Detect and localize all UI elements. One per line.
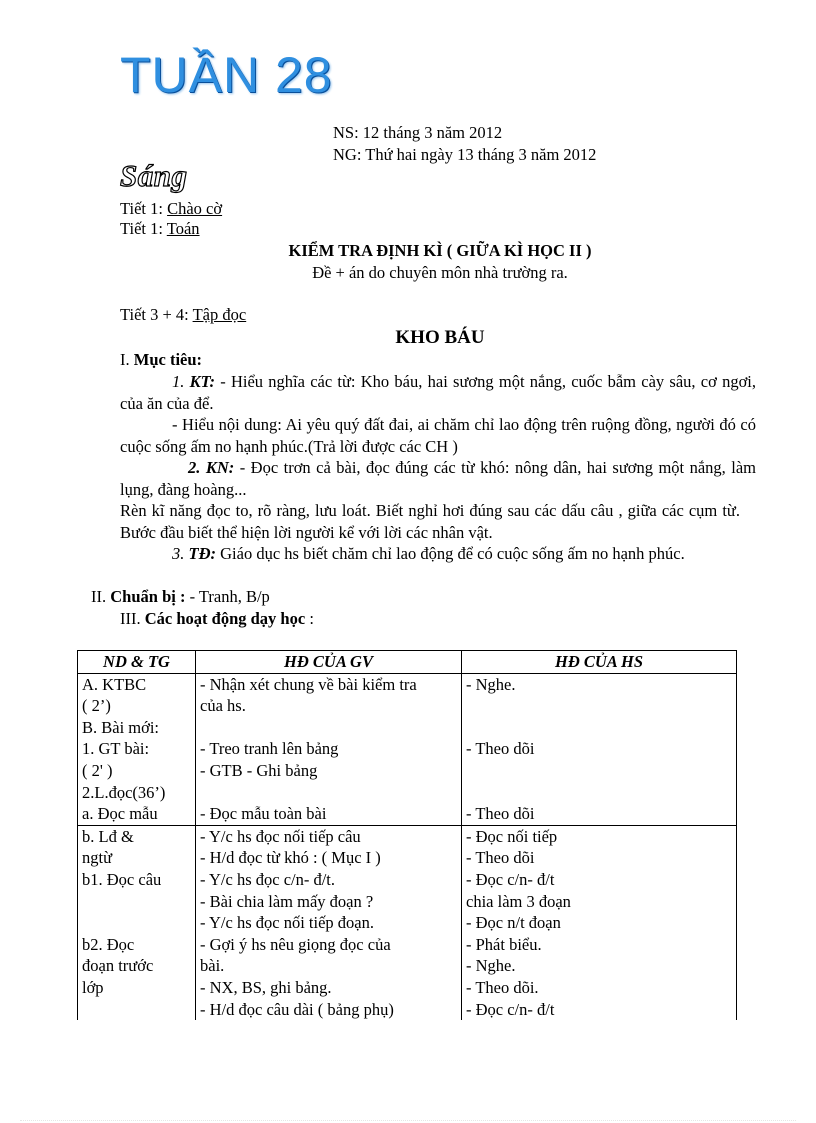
- table-cell-line: - Nghe.: [466, 956, 516, 976]
- table-cell-blank: [200, 782, 461, 804]
- exam-heading: KIỂM TRA ĐỊNH KÌ ( GIỮA KÌ HỌC II ): [288, 241, 592, 260]
- table-cell-line: - Đọc c/n- đ/t: [466, 999, 555, 1019]
- lesson-title: KHO BÁU: [395, 327, 485, 348]
- kt-label: KT:: [189, 372, 215, 391]
- activities-table: [77, 650, 737, 1020]
- table-cell-line: - Gợi ý hs nêu giọng đọc của: [200, 934, 391, 954]
- ns-date: NS: 12 tháng 3 năm 2012: [333, 123, 503, 142]
- session-label: Sáng: [120, 158, 188, 193]
- kt-num: 1.: [172, 372, 190, 391]
- activities-num: III.: [120, 609, 145, 628]
- page-footer-divider: [20, 1120, 796, 1122]
- kn-extra: [120, 500, 740, 543]
- table-cell-line: - Y/c hs đọc nối tiếp câu: [200, 826, 361, 846]
- table-cell-line: 1. GT bài:: [82, 739, 150, 759]
- ng-date: NG: Thứ hai ngày 13 tháng 3 năm 2012: [333, 145, 597, 164]
- table-cell-line: - Nghe.: [466, 674, 516, 694]
- row-1-student-cell: [462, 673, 737, 825]
- header-teacher: HĐ CỦA GV: [196, 651, 462, 674]
- table-cell-line: - Đọc mẫu toàn bài: [200, 804, 327, 824]
- activities-label: Các hoạt động dạy học: [144, 609, 306, 628]
- period-1-subject: Chào cờ: [167, 199, 223, 218]
- table-cell-line: - Treo tranh lên bảng: [200, 739, 339, 759]
- table-cell-line: a. Đọc mẫu: [82, 804, 158, 824]
- table-cell-line: đoạn trước: [82, 956, 154, 976]
- table-cell-line: - Phát biểu.: [466, 934, 542, 954]
- objectives-num: I.: [120, 350, 134, 369]
- kn-paragraph: [120, 457, 756, 500]
- table-cell-line: - GTB - Ghi bảng: [200, 760, 318, 780]
- table-cell-line: - H/d đọc câu dài ( bảng phụ): [200, 999, 394, 1019]
- kt-text: - Hiểu nghĩa các từ: Kho báu, hai sương một nắng, cuốc bẫm cày sâu, cơ ngơi, của ăn của để.: [120, 372, 757, 413]
- table-cell-blank: [466, 760, 736, 782]
- period-1-line: [120, 199, 222, 219]
- row-2-content-cell: [78, 825, 196, 1020]
- table-header-row: [78, 651, 737, 674]
- preparation-text: - Tranh, B/p: [185, 587, 270, 606]
- table-cell-blank: [82, 912, 195, 934]
- row-1-teacher-cell: [196, 673, 462, 825]
- table-cell-blank: [466, 695, 736, 717]
- period-2-subject: Toán: [166, 219, 200, 238]
- kn-num: 2.: [188, 458, 206, 477]
- table-cell-line: ( 2’): [82, 696, 111, 716]
- table-cell-line: - NX, BS, ghi bảng.: [200, 977, 332, 997]
- kt-paragraph: [120, 371, 756, 414]
- table-cell-line: - Đọc nối tiếp: [466, 826, 558, 846]
- kn-text: - Đọc trơn cả bài, đọc đúng các từ khó: nông dân, hai sương một nắng, làm lụng, đàng hoàng...: [120, 458, 756, 499]
- td-label: TĐ:: [188, 544, 216, 563]
- table-cell-line: ( 2' ): [82, 760, 113, 780]
- td-text: Giáo dục hs biết chăm chỉ lao động để có cuộc sống ấm no hạnh phúc.: [216, 544, 685, 563]
- kn-label: KN:: [205, 458, 235, 477]
- table-cell-line: B. Bài mới:: [82, 717, 160, 737]
- table-cell-line: - Theo dõi: [466, 739, 535, 759]
- table-cell-line: - H/d đọc từ khó : ( Mục I ): [200, 848, 381, 868]
- table-cell-line: - Theo dõi: [466, 804, 535, 824]
- kn-extra-text: Rèn kĩ năng đọc to, rõ ràng, lưu loát. Biết nghỉ hơi đúng sau các dấu câu , giữa các cụm từ. Bước đầu biết thể hiện lời người kể với lời các nhân vật.: [120, 501, 740, 542]
- table-cell-line: b2. Đọc: [82, 934, 135, 954]
- table-row: [78, 825, 737, 1020]
- exam-note: Đề + án do chuyên môn nhà trường ra.: [312, 263, 568, 282]
- kt-content: - Hiểu nội dung: Ai yêu quý đất đai, ai chăm chỉ lao động trên ruộng đồng, người đó có cuộc sống ấm no hạnh phúc.(Trả lời được các CH ): [120, 415, 756, 456]
- table-cell-line: lớp: [82, 977, 104, 997]
- table-cell-blank: [82, 891, 195, 913]
- table-cell-line: ngtừ: [82, 848, 113, 868]
- objectives-title: Mục tiêu:: [133, 350, 203, 369]
- table-cell-blank: [466, 782, 736, 804]
- objectives-heading: [120, 350, 202, 370]
- table-cell-line: - Nhận xét chung về bài kiểm tra: [200, 674, 417, 694]
- table-cell-line: - Bài chia làm mấy đoạn ?: [200, 891, 374, 911]
- table-cell-line: A. KTBC: [82, 674, 147, 694]
- table-cell-line: b1. Đọc câu: [82, 869, 162, 889]
- period-34-label: Tiết 3 + 4:: [120, 305, 193, 324]
- table-cell-blank: [82, 999, 195, 1021]
- week-title: TUẦN 28: [120, 47, 333, 103]
- table-cell-line: - Theo dõi: [466, 848, 535, 868]
- preparation-label: Chuẩn bị :: [110, 587, 186, 606]
- period-1-label: Tiết 1:: [120, 199, 168, 218]
- table-cell-line: - Đọc c/n- đ/t: [466, 869, 555, 889]
- header-student: HĐ CỦA HS: [462, 651, 737, 674]
- table-cell-blank: [200, 717, 461, 739]
- period-34-subject: Tập đọc: [192, 305, 247, 324]
- row-1-content-cell: [78, 673, 196, 825]
- preparation-num: II.: [91, 587, 111, 606]
- table-cell-line: chia làm 3 đoạn: [466, 891, 571, 911]
- table-cell-line: - Theo dõi.: [466, 977, 539, 997]
- table-cell-line: b. Lđ &: [82, 826, 134, 846]
- activities-line: [120, 609, 314, 629]
- table-cell-line: của hs.: [200, 696, 246, 716]
- period-2-label: Tiết 1:: [120, 219, 167, 238]
- period-2-line: [120, 219, 200, 239]
- table-cell-line: bài.: [200, 956, 225, 976]
- row-2-teacher-cell: [196, 825, 462, 1020]
- table-cell-blank: [466, 717, 736, 739]
- row-2-student-cell: [462, 825, 737, 1020]
- table-row: [78, 673, 737, 825]
- preparation-line: [91, 587, 270, 607]
- table-cell-line: - Đọc n/t đoạn: [466, 913, 561, 933]
- table-cell-line: - Y/c hs đọc c/n- đ/t.: [200, 869, 336, 889]
- td-num: 3.: [172, 544, 189, 563]
- header-nd-tg: ND & TG: [78, 651, 196, 674]
- activities-suffix: :: [305, 609, 314, 628]
- table-cell-line: 2.L.đọc(36’): [82, 782, 166, 802]
- period-34-line: [120, 305, 246, 325]
- td-paragraph: [120, 543, 756, 565]
- table-cell-line: - Y/c hs đọc nối tiếp đoạn.: [200, 913, 374, 933]
